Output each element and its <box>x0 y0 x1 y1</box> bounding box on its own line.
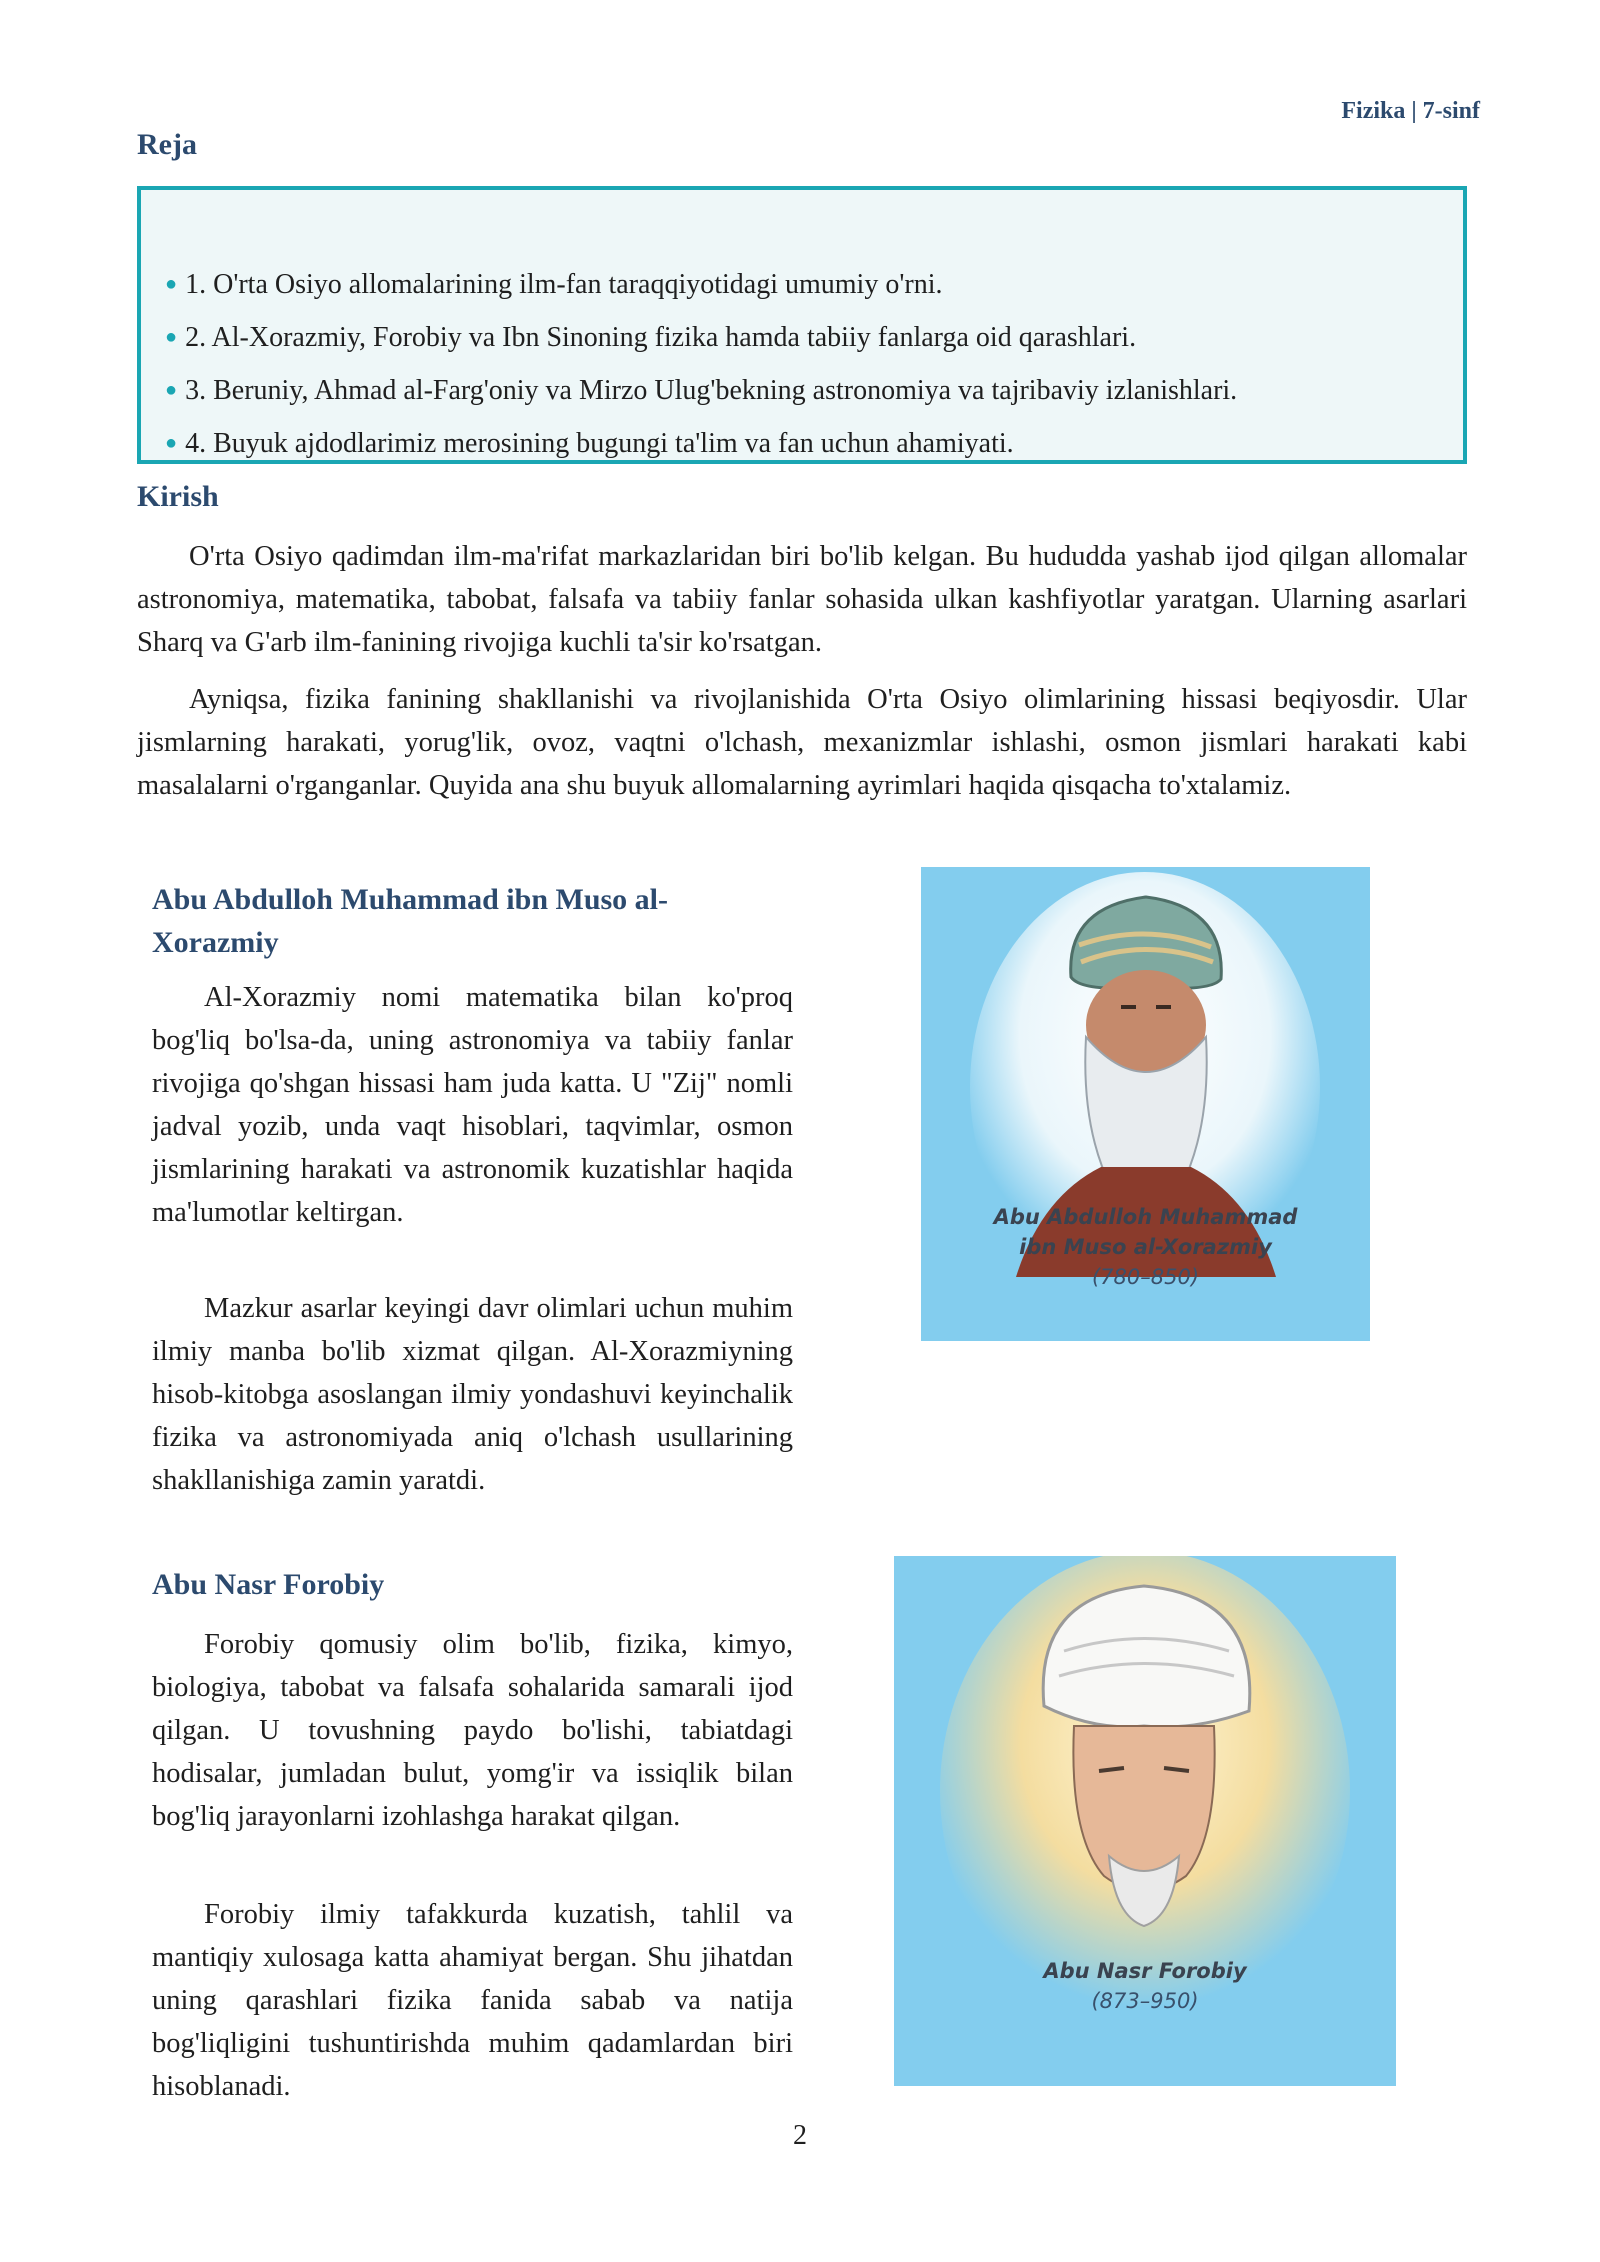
xorazmiy-heading: Abu Abdulloh Muhammad ibn Muso al-Xorazmiy <box>152 883 669 959</box>
xorazmiy-caption: Abu Abdulloh Muhammad ibn Muso al-Xorazmiy (780–850) <box>993 1205 1298 1289</box>
reja-item: ● 4. Buyuk ajdodlarimiz merosining bugungi ta'lim va fan uchun ahamiyati. <box>165 428 1014 459</box>
kirish-paragraph-2: Ayniqsa, fizika fanining shakllanishi va rivojlanishida O'rta Osiyo olimlarining hissasi beqiyosdir. Ular jismlarning harakati, yorug'lik, ovoz, vaqtni o'lchash, mexanizmlar ishlashi, osmon jismlari harakati kabi masalalarni o'rganganlar. Quyida ana shu buyuk allomalarning ayrimlari haqida qisqacha to'xtalamiz. <box>137 684 1467 801</box>
forobiy-paragraph-2: Forobiy ilmiy tafakkurda kuzatish, tahlil va mantiqiy xulosaga katta ahamiyat bergan. Shu jihatdan uning qarashlari fizika fanida sabab va natija bog'liqligini tushuntirishda muhim qadamlardan biri hisoblanadi. <box>152 1899 793 2102</box>
xorazmiy-paragraph-1: Al-Xorazmiy nomi matematika bilan ko'proq bog'liq bo'lsa-da, uning astronomiya va tabiiy fanlar rivojiga qo'shgan hissasi ham juda katta. U "Zij" nomli jadval yozib, unda vaqt hisoblari, taqvimlar, osmon jismlarining harakati va astronomik kuzatishlar haqida ma'lumotlar keltirgan. <box>152 982 793 1228</box>
reja-item: ● 3. Beruniy, Ahmad al-Farg'oniy va Mirzo Ulug'bekning astronomiya va tajribaviy izlanishlari. <box>165 375 1238 406</box>
kirish-paragraph-1: O'rta Osiyo qadimdan ilm-ma'rifat markazlaridan biri bo'lib kelgan. Bu hududda yashab ijod qilgan allomalar astronomiya, matematika, tabobat, falsafa va tabiiy fanlar sohasida ulkan kashfiyotlar yaratgan. Ularning asarlari Sharq va G'arb ilm-fanining rivojiga kuchli ta'sir ko'rsatgan. <box>137 541 1467 658</box>
reja-item: ● 2. Al-Xorazmiy, Forobiy va Ibn Sinoning fizika hamda tabiiy fanlarga oid qarashlari. <box>165 322 1137 353</box>
reja-item: ● 1. O'rta Osiyo allomalarining ilm-fan taraqqiyotidagi umumiy o'rni. <box>165 269 943 300</box>
reja-heading: Reja <box>137 128 197 161</box>
forobiy-caption: Abu Nasr Forobiy (873–950) <box>1043 1959 1247 2013</box>
bullet-icon: ● <box>165 432 178 454</box>
bullet-icon: ● <box>165 326 178 348</box>
forobiy-paragraph-1: Forobiy qomusiy olim bo'lib, fizika, kimyo, biologiya, tabobat va falsafa sohalarida samarali ijod qilgan. U tovushning paydo bo'lishi, tabiatdagi hodisalar, jumladan bulut, yomg'ir va issiqlik bilan bog'liq jarayonlarni izohlashga harakat qilgan. <box>152 1629 793 1832</box>
xorazmiy-paragraph-2: Mazkur asarlar keyingi davr olimlari uchun muhim ilmiy manba bo'lib xizmat qilgan. Al-Xorazmiyning hisob-kitobga asoslangan ilmiy yondashuvi keyinchalik fizika va astronomiyada aniq o'lchash usullarining shakllanishiga zamin yaratdi. <box>152 1293 793 1496</box>
reja-list <box>165 258 1237 470</box>
xorazmiy-portrait <box>921 867 1370 1341</box>
page-number: 2 <box>793 2120 807 2151</box>
kirish-heading: Kirish <box>137 480 219 513</box>
reja-box <box>137 186 1467 464</box>
bullet-icon: ● <box>165 273 178 295</box>
forobiy-heading: Abu Nasr Forobiy <box>152 1568 385 1601</box>
bullet-icon: ● <box>165 379 178 401</box>
running-header: Fizika | 7-sinf <box>1341 98 1480 124</box>
forobiy-portrait <box>894 1556 1396 2086</box>
